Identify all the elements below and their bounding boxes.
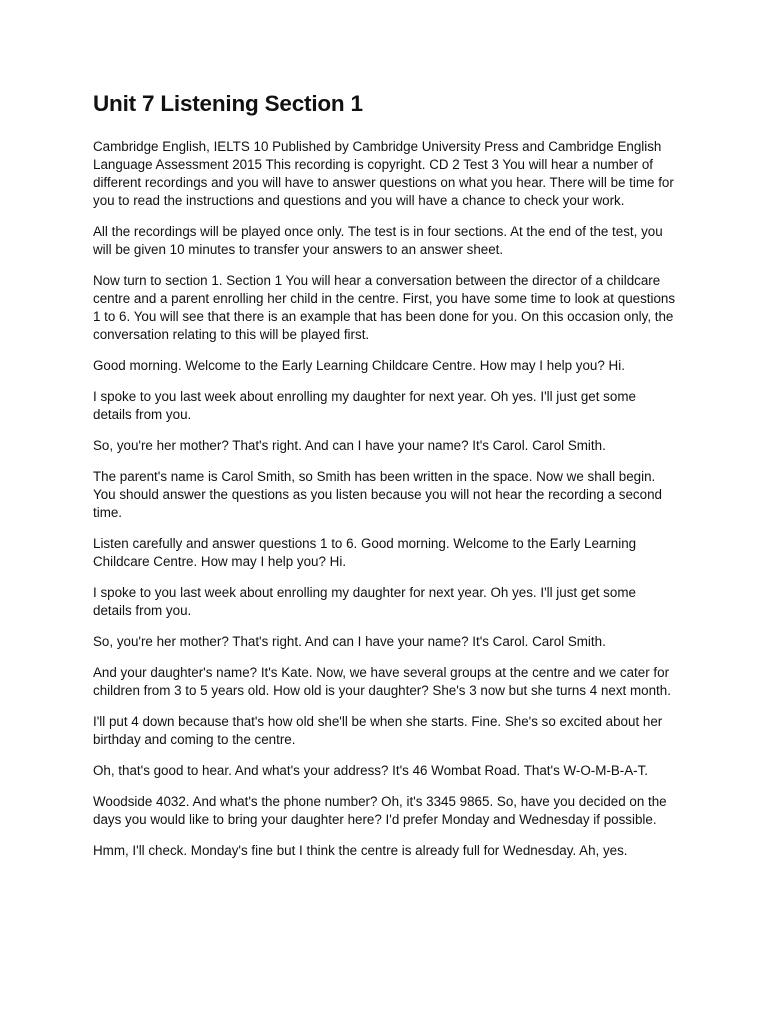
paragraph: Oh, that's good to hear. And what's your address? It's 46 Wombat Road. That's W-O-M-B-A-T. [93,763,649,778]
paragraph: Listen carefully and answer questions 1 to 6. Good morning. Welcome to the Early Learning Childcare Centre. How may I help you? Hi. [93,536,637,569]
paragraph: I spoke to you last week about enrolling my daughter for next year. Oh yes. I'll just get some details from you. [93,389,636,422]
paragraph: The parent's name is Carol Smith, so Smith has been written in the space. Now we shall begin. You should answer the questions as you listen because you will not hear the recording a second time. [93,469,662,520]
paragraph: Now turn to section 1. Section 1 You will hear a conversation between the director of a childcare centre and a parent enrolling her child in the centre. First, you have some time to look at questions 1 to 6. You will see that there is an example that has been done for you. On this occasion only, the conversation relating to this will be played first. [93,273,676,342]
paragraph: Hmm, I'll check. Monday's fine but I think the centre is already full for Wednesday. Ah, yes. [93,843,628,858]
paragraph: All the recordings will be played once only. The test is in four sections. At the end of the test, you will be given 10 minutes to transfer your answers to an answer sheet. [93,224,663,257]
document-page [93,86,677,873]
paragraph: Good morning. Welcome to the Early Learning Childcare Centre. How may I help you? Hi. [93,358,625,373]
paragraph: So, you're her mother? That's right. And can I have your name? It's Carol. Carol Smith. [93,634,606,649]
paragraph: I spoke to you last week about enrolling my daughter for next year. Oh yes. I'll just get some details from you. [93,585,636,618]
paragraph: I'll put 4 down because that's how old she'll be when she starts. Fine. She's so excited about her birthday and coming to the centre. [93,714,663,747]
paragraph: So, you're her mother? That's right. And can I have your name? It's Carol. Carol Smith. [93,438,606,453]
paragraph: Cambridge English, IELTS 10 Published by Cambridge University Press and Cambridge English Language Assessment 2015 This recording is copyright. CD 2 Test 3 You will hear a number of different recordings and you will have to answer questions on what you hear. There will be time for you to read the instructions and questions and you will have a chance to check your work. [93,139,674,208]
page-title: Unit 7 Listening Section 1 [93,91,363,116]
paragraph: Woodside 4032. And what's the phone number? Oh, it's 3345 9865. So, have you decided on the days you would like to bring your daughter here? I'd prefer Monday and Wednesday if possible. [93,794,667,827]
paragraph: And your daughter's name? It's Kate. Now, we have several groups at the centre and we cater for children from 3 to 5 years old. How old is your daughter? She's 3 now but she turns 4 next month. [93,665,671,698]
